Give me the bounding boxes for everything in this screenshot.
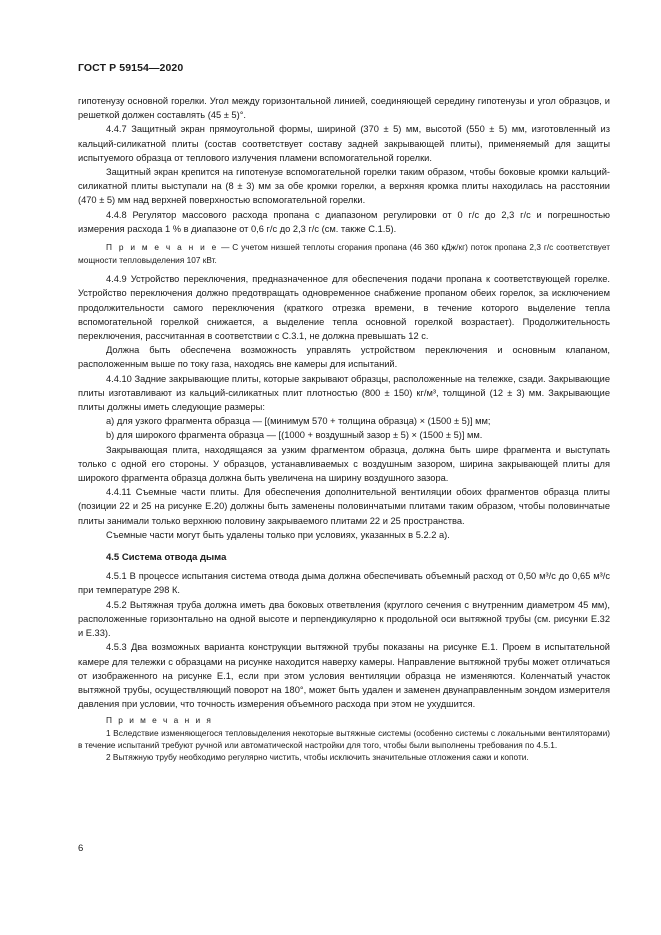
paragraph: Съемные части могут быть удалены только при условиях, указанных в 5.2.2 а). (106, 529, 450, 540)
note-text: — С учетом низшей теплоты сгорания пропана (46 360 кДж/кг) поток пропана 2,3 г/с соответствует мощности тепловыделения 107 кВт. (78, 242, 611, 265)
notes-heading: П р и м е ч а н и я (106, 715, 213, 726)
note-item: 1 Вследствие изменяющегося тепловыделения некоторые вытяжные системы (особенно системы с локальными вентиляторами) в течение испытаний требуют ручной или автоматической настройки для того, чтобы были выполнены требования по 4.5.1. (78, 727, 610, 750)
paragraph: Защитный экран крепится на гипотенузе вспомогательной горелки таким образом, чтобы боковые кромки кальций-силикатной плиты выступали на (8 ± 3) мм за обе кромки горелки, а верхняя кромка плиты находилась на расстоянии (470 ± 5) мм над верхней поверхностью вспомогательной горелки. (78, 167, 610, 206)
paragraph-4-4-8: 4.4.8 Регулятор массового расхода пропана с диапазоном регулировки от 0 г/с до 2,3 г/с и погрешностью измерения расхода 1 % в диапазоне от 0,6 г/с до 2,3 г/с (см. также С.1.5). (78, 209, 610, 234)
note (78, 241, 610, 266)
paragraph-4-4-11: 4.4.11 Съемные части плиты. Для обеспечения дополнительной вентиляции обоих фрагментов образца плиты (позиции 22 и 25 на рисунке Е.20) должны быть заменены половинчатыми плитами таким образом, чтобы половинчатые плиты занимали только верхнюю половину закрываемого плитами 22 и 25 пространства. (78, 487, 610, 526)
paragraph-4-4-7: 4.4.7 Защитный экран прямоугольной формы, шириной (370 ± 5) мм, высотой (550 ± 5) мм, изготовленный из кальций-силикатной плиты (состав соответствует составу задней закрывающей плиты), применяемый для защиты испытуемого образца от теплового излучения пламени вспомогательной горелки. (78, 124, 610, 163)
paragraph: Закрывающая плита, находящаяся за узким фрагментом образца, должна быть шире фрагмента и выступать только с одной его стороны. У образцов, устанавливаемых с воздушным зазором, ширина закрывающей плиты для широкого фрагмента образца должна быть увеличена на ширину воздушного зазора. (78, 444, 610, 484)
paragraph-4-5-3: 4.5.3 Два возможных варианта конструкции вытяжной трубы показаны на рисунке Е.1. Проем в испытательной камере для тележки с образцами на рисунке находится наверху камеры. Направление вытяжной трубы может отличаться от изображенного на рисунке Е.1, если при этом условия вентиляции образца не изменяются. Коленчатый участок вытяжной трубы, осуществляющий поворот на 180°, может быть удален и заменен двунаправленным зондом измерителя давления при условии, что точность измерения объемного расхода при этом не ухудшится. (78, 642, 610, 710)
document-body (78, 94, 610, 763)
notes-block (78, 714, 610, 763)
note-item: 2 Вытяжную трубу необходимо регулярно чистить, чтобы исключить значительные отложения сажи и копоти. (106, 751, 529, 762)
paragraph-4-4-9: 4.4.9 Устройство переключения, предназначенное для обеспечения подачи пропана к соответствующей горелке. Устройство переключения должно предотвращать одновременное снабжение пропаном обеих горелок, за исключением продолжительности самого переключения (краткого отрезка времени, в течение которого выделение тепла вспомогательной горелкой снижается, а выделение тепла основной горелкой возрастает). Продолжительность переключения, рассчитанная в соответствии с С.3.1, не должна превышать 12 с. (78, 274, 610, 342)
page-number: 6 (78, 843, 84, 854)
list-item-b: b) для широкого фрагмента образца — [(1000 + воздушный зазор ± 5) × (1500 ± 5)] мм. (106, 430, 483, 441)
paragraph-4-5-1: 4.5.1 В процессе испытания система отвода дыма должна обеспечивать объемный расход от 0,50 м³/с до 0,65 м³/с при температуре 298 К. (78, 571, 610, 596)
list-item-a: a) для узкого фрагмента образца — [(минимум 570 + толщина образца) × (1500 ± 5)] мм; (106, 416, 491, 427)
paragraph-4-5-2: 4.5.2 Вытяжная труба должна иметь два боковых ответвления (круглого сечения с внутренним диаметром 45 мм), расположенные горизонтально на одной высоте и перпендикулярно к продольной оси вытяжной трубы (см. рисунки Е.32 и Е.33). (78, 599, 610, 639)
paragraph-4-4-10: 4.4.10 Задние закрывающие плиты, которые закрывают образцы, расположенные на тележке, сзади. Закрывающие плиты изготавливают из кальций-силикатных плит плотностью (800 ± 150) кг/м³, толщиной (12 ± 3) мм. Закрывающие плиты должны иметь следующие размеры: (78, 373, 610, 413)
note-label: П р и м е ч а н и е (106, 242, 219, 253)
paragraph: Должна быть обеспечена возможность управлять устройством переключения и основным клапаном, расположенным выше по току газа, находясь вне камеры для испытаний. (78, 345, 610, 370)
document-header: ГОСТ Р 59154—2020 (78, 62, 184, 74)
paragraph: гипотенузу основной горелки. Угол между горизонтальной линией, соединяющей середину гипотенузы и угол образцов, и решеткой должен составлять (45 ± 5)°. (78, 96, 610, 121)
section-title: 4.5 Система отвода дыма (106, 552, 227, 564)
